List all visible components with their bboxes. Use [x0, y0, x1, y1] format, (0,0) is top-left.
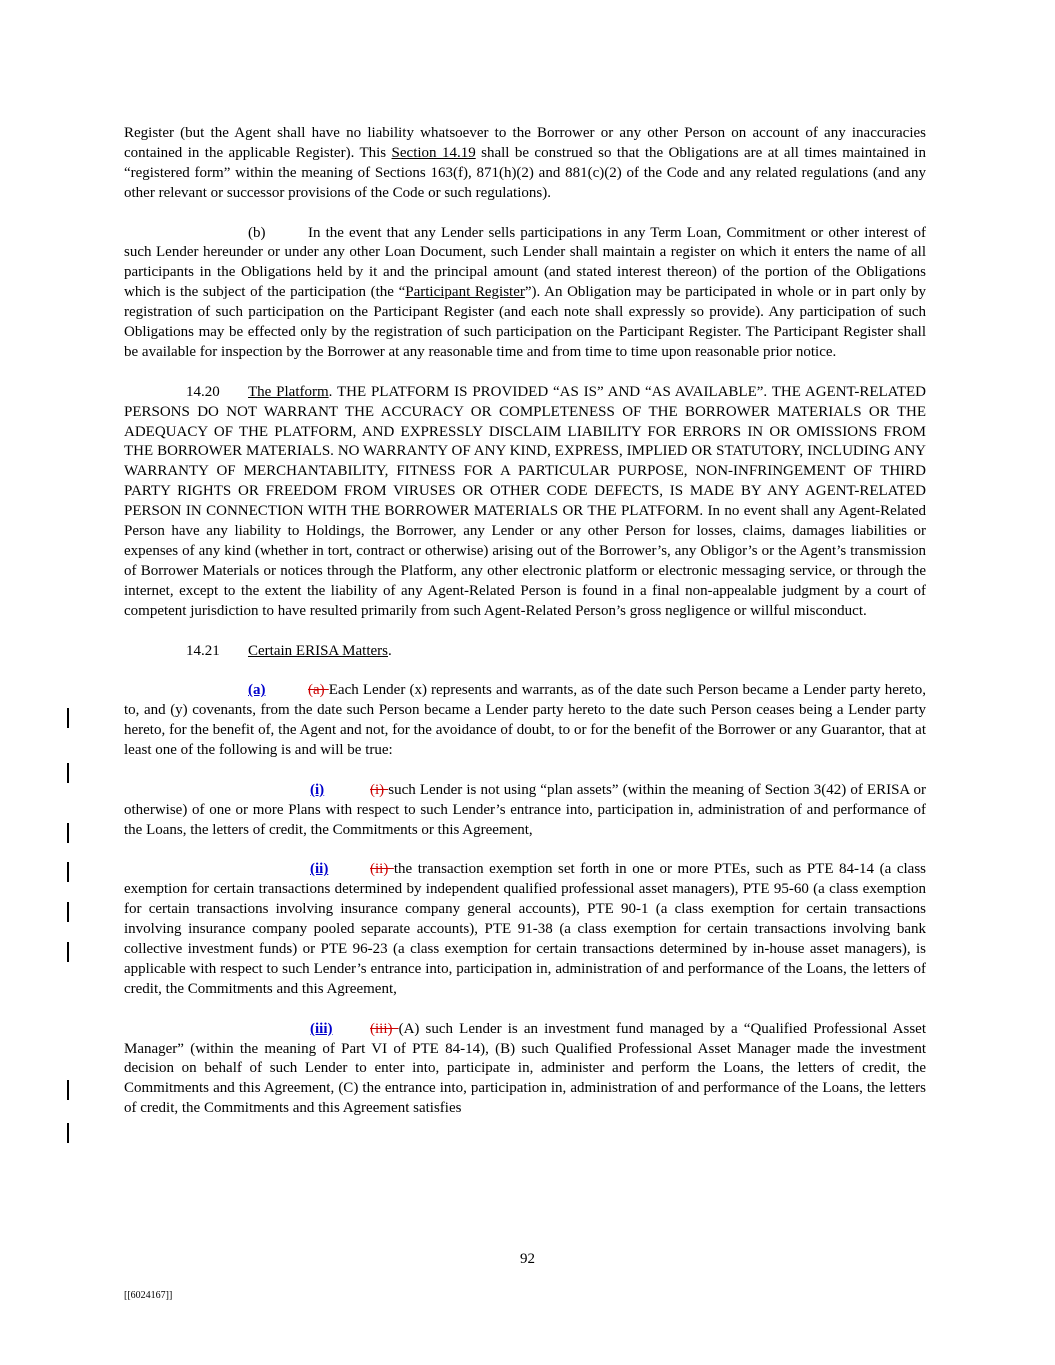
clause-iii: (iii) (iii) (A) such Lender is an investment fund managed by a “Qualified Professional Asset Manager” (within the meaning of Part VI of PTE 84-14), (B) such Qualified Professional Asset Manager made the investment decision on behalf of such Lender to enter into, participate in, administer and perform the Loans, the letters of credit, the Commitments and this Agreement, (C) the entrance into, participation in, administration of and performance of the Loans, the letters of credit, the Commitments and this Agreement satisfies	[124, 1020, 926, 1117]
section-title: The Platform	[248, 383, 329, 400]
document-body	[124, 124, 926, 1119]
deleted-label: (ii)	[370, 861, 394, 878]
clause-b: (b) In the event that any Lender sells participations in any Term Loan, Commitment or other interest of such Lender hereunder or under any other Loan Document, such Lender shall maintain a register on which it enters the name of all participants in the Obligations held by it and the principal amount (and stated interest thereon) of the portion of the Obligations which is the subject of the participation (the “Participant Register”). An Obligation may be participated in whole or in part only by registration of such participation on the Participant Register (and each note shall expressly so provide). Any participation of such Obligations may be effected only by the registration of such participation on the Participant Register. The Participant Register shall be available for inspection by the Borrower at any reasonable time and from time to time upon reasonable prior notice.	[124, 224, 926, 360]
inserted-label: (ii)	[310, 861, 329, 878]
inserted-label: (i)	[310, 781, 325, 798]
section-reference: Section 14.19	[391, 144, 476, 161]
page-number: 92	[520, 1251, 535, 1267]
section-14-20: 14.20 The Platform. THE PLATFORM IS PROVIDED “AS IS” AND “AS AVAILABLE”. THE AGENT-RELATED PERSONS DO NOT WARRANT THE ACCURACY OR COMPLETENESS OF THE BORROWER MATERIALS OR THE ADEQUACY OF THE PLATFORM, AND EXPRESSLY DISCLAIM LIABILITY FOR ERRORS IN OR OMISSIONS FROM THE BORROWER MATERIALS. NO WARRANTY OF ANY KIND, EXPRESS, IMPLIED OR STATUTORY, INCLUDING ANY WARRANTY OF MERCHANTABILITY, FITNESS FOR A PARTICULAR PURPOSE, NON-INFRINGEMENT OF THIRD PARTY RIGHTS OR FREEDOM FROM VIRUSES OR OTHER CODE DEFECTS, IS MADE BY ANY AGENT-RELATED PERSON IN CONNECTION WITH THE BORROWER MATERIALS OR THE PLATFORM. In no event shall any Agent-Related Person have any liability to Holdings, the Borrower, any Lender or any other Person for losses, claims, damages liabilities or expenses of any kind (whether in tort, contract or otherwise) arising out of the Borrower’s, any Obligor’s or the Agent’s transmission of Borrower Materials or notices through the Platform, any other electronic platform or electronic messaging service, or through the internet, except to the extent the liability of any Agent-Related Person is found in a final non-appealable judgment by a court of competent jurisdiction to have resulted primarily from such Agent-Related Person’s gross negligence or willful misconduct.	[124, 383, 926, 619]
deleted-label: (a)	[308, 682, 329, 699]
deleted-label: (i)	[370, 781, 389, 798]
section-number: 14.20	[186, 383, 220, 400]
change-bar	[67, 1123, 69, 1143]
change-bar	[67, 708, 69, 728]
document-id: [[6024167]]	[124, 1290, 173, 1301]
deleted-label: (iii)	[370, 1020, 399, 1037]
inserted-label: (a)	[248, 682, 266, 699]
register-paragraph: Register (but the Agent shall have no liability whatsoever to the Borrower or any other Person on account of any inaccuracies contained in the applicable Register). This Section 14.19 shall be construed so that the Obligations are at all times maintained in “registered form” within the meaning of Sections 163(f), 871(h)(2) and 881(c)(2) of the Code and any related regulations (and any other relevant or successor provisions of the Code or such regulations).	[124, 125, 926, 201]
inserted-label: (iii)	[310, 1020, 333, 1037]
section-number: 14.21	[186, 642, 220, 659]
clause-i: (i) (i) such Lender is not using “plan assets” (within the meaning of Section 3(42) of ERISA or otherwise) of one or more Plans with respect to such Lender’s entrance into, participation in, administration of and performance of the Loans, the letters of credit, the Commitments or this Agreement,	[124, 781, 926, 838]
change-bar	[67, 862, 69, 882]
change-bar	[67, 942, 69, 962]
section-title: Certain ERISA Matters	[248, 642, 388, 659]
defined-term: Participant Register	[405, 284, 525, 301]
clause-b-label: (b)	[248, 224, 266, 241]
change-bar	[67, 902, 69, 922]
clause-a: (a) (a) Each Lender (x) represents and warrants, as of the date such Person became a Lender party hereto, to, and (y) covenants, from the date such Person became a Lender party hereto to the date such Person ceases being a Lender party hereto, for the benefit of, the Agent and not, for the avoidance of doubt, to or for the benefit of the Borrower or any Guarantor, that at least one of the following is and will be true:	[124, 682, 926, 759]
clause-ii: (ii) (ii) the transaction exemption set forth in one or more PTEs, such as PTE 84-14 (a class exemption for certain transactions determined by independent qualified professional asset managers), PTE 95-60 (a class exemption for certain transactions involving insurance company general accounts), PTE 90-1 (a class exemption for certain transactions involving insurance company pooled separate accounts), PTE 91-38 (a class exemption for certain transactions involving bank collective investment funds) or PTE 96-23 (a class exemption for certain transactions determined by in-house asset managers), is applicable with respect to such Lender’s entrance into, participation in, administration of and performance of the Loans, the letters of credit, the Commitments and this Agreement,	[124, 861, 926, 997]
change-bar	[67, 1080, 69, 1100]
change-bar	[67, 763, 69, 783]
change-bar	[67, 823, 69, 843]
section-14-21: 14.21 Certain ERISA Matters.	[124, 642, 926, 662]
